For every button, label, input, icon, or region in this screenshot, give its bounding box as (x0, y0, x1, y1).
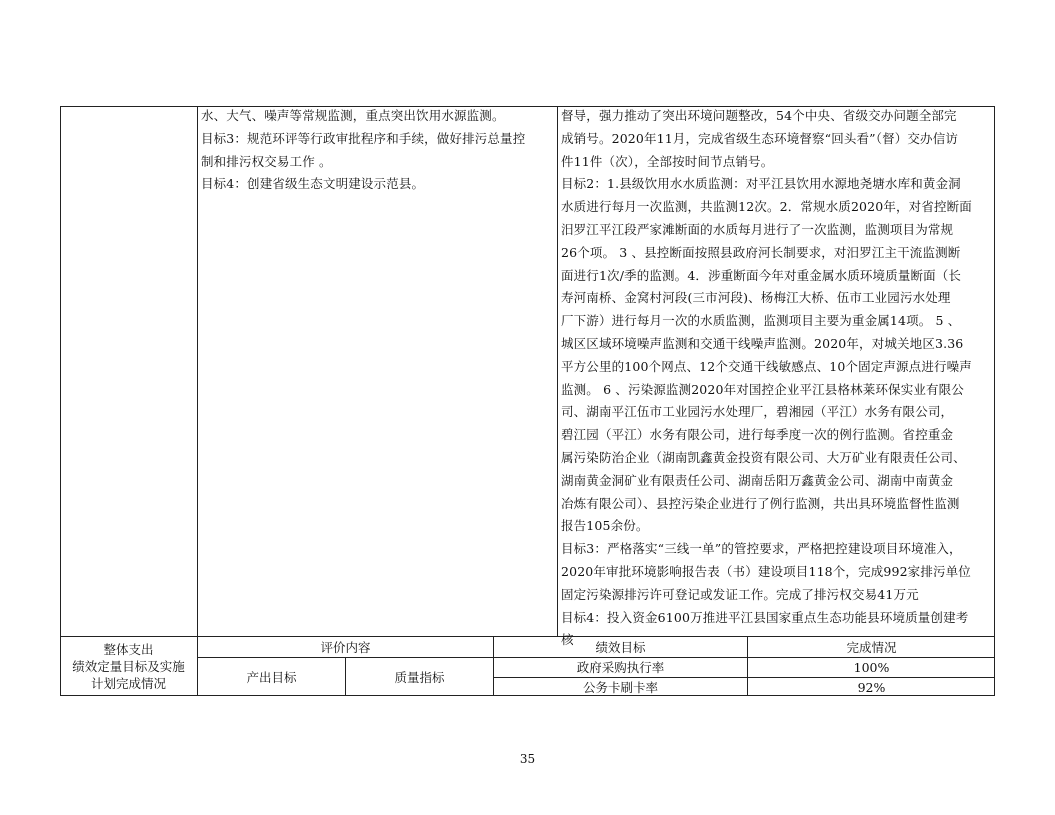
table-row-target (494, 658, 747, 677)
right-line: 督导，强力推动了突出环境问题整改，54个中央、省级交办问题全部完 (561, 108, 957, 123)
header-target-label: 绩效目标 (595, 639, 646, 655)
right-line: 水质进行每月一次监测，共监测12次。2．常规水质2020年，对省控断面 (561, 199, 972, 215)
quality-indicator-label: 质量指标 (394, 669, 445, 685)
output-target-label: 产出目标 (246, 669, 297, 685)
right-line: 冶炼有限公司）、县控污染企业进行了例行监测，共出具环境监督性监测 (561, 495, 960, 511)
right-line: 湖南黄金洞矿业有限责任公司、湖南岳阳万鑫黄金公司、湖南中南黄金 (561, 472, 954, 488)
left-line: 目标3：规范环评等行政审批程序和手续，做好排污总量控 (201, 130, 526, 146)
right-line: 报告105余份。 (561, 518, 649, 534)
header-eval-label: 评价内容 (320, 639, 371, 655)
row-target-label: 政府采购执行率 (576, 660, 665, 675)
right-line: 碧江园（平江）水务有限公司，进行每季度一次的例行监测。省控重金 (561, 427, 954, 443)
right-line: 目标2：1.县级饮用水水质监测：对平江县饮用水源地尧塘水库和黄金洞 (561, 176, 961, 192)
table-row-target (494, 678, 747, 696)
right-line: 司、湖南平江伍市工业园污水处理厂，碧湘园（平江）水务有限公司， (561, 404, 954, 420)
right-line: 城区区域环境噪声监测和交通干线噪声监测。2020年，对城关地区3.36 (561, 335, 964, 351)
right-line: 目标4：投入资金6100万推进平江县国家重点生态功能县环境质量创建考 (561, 609, 969, 625)
right-line: 厂下游）进行每月一次的水质监测，监测项目主要为重金属14项。 5 、 (561, 313, 961, 329)
left-line: 目标4：创建省级生态文明建设示范县。 (201, 176, 425, 192)
output-target-cell (198, 658, 345, 696)
row-target-label: 公务卡刷卡率 (582, 679, 658, 695)
row-label-line: 绩效定量目标及实施 (72, 659, 185, 674)
table-row-result (748, 658, 995, 677)
right-line: 2020年审批环境影响报告表（书）建设项目118个，完成992家排污单位 (561, 563, 971, 579)
right-line: 平方公里的100个网点、12个交通干线敏感点、10个固定声源点进行噪声 (561, 358, 972, 374)
right-line: 固定污染源排污许可登记或发证工作。完成了排污权交易41万元 (561, 586, 919, 602)
divider-col-mid (557, 106, 558, 636)
page-number: 35 (519, 752, 536, 766)
right-line: 成销号。2020年11月，完成省级生态环境督察“回头看”（督）交办信访 (561, 130, 958, 146)
right-line: 汨罗江平江段严家滩断面的水质每月进行了一次监测，监测项目为常规 (561, 221, 954, 237)
right-line: 面进行1次/季的监测。4．涉重断面今年对重金属水质环境质量断面（长 (561, 267, 962, 283)
left-line: 水、大气、噪声等常规监测，重点突出饮用水源监测。 (201, 108, 505, 123)
row-result-value: 100% (853, 660, 890, 675)
row-label-cell (60, 637, 197, 696)
left-line: 制和排污权交易工作 。 (201, 153, 332, 169)
right-line: 件11件（次），全部按时间节点销号。 (561, 153, 774, 169)
table-row-result (748, 678, 995, 696)
quality-indicator-cell (346, 658, 493, 696)
right-line: 监测。 6 、污染源监测2020年对国控企业平江县格林莱环保实业有限公 (561, 381, 964, 397)
right-line: 目标3：严格落实“三线一单”的管控要求，严格把控建设项目环境准入， (561, 541, 962, 557)
header-result-label: 完成情况 (846, 639, 897, 655)
right-line: 核 (561, 632, 574, 648)
header-performance-target (494, 637, 747, 657)
row-label-line: 整体支出 (103, 642, 154, 657)
left-column-text (201, 105, 553, 196)
right-line: 寿河南桥、金窝村河段(三市河段)、杨梅江大桥、伍市工业园污水处理 (561, 290, 951, 306)
header-completion (748, 637, 995, 657)
header-eval-content (198, 637, 493, 657)
row-label-line: 计划完成情况 (90, 676, 166, 691)
right-line: 26个项。 3 、县控断面按照县政府河长制要求，对汨罗江主干流监测断 (561, 244, 961, 260)
row-result-value: 92% (857, 679, 886, 695)
right-line: 属污染防治企业（湖南凯鑫黄金投资有限公司、大万矿业有限责任公司、 (561, 449, 966, 465)
right-column-text (561, 105, 993, 652)
divider-col1 (197, 106, 198, 696)
